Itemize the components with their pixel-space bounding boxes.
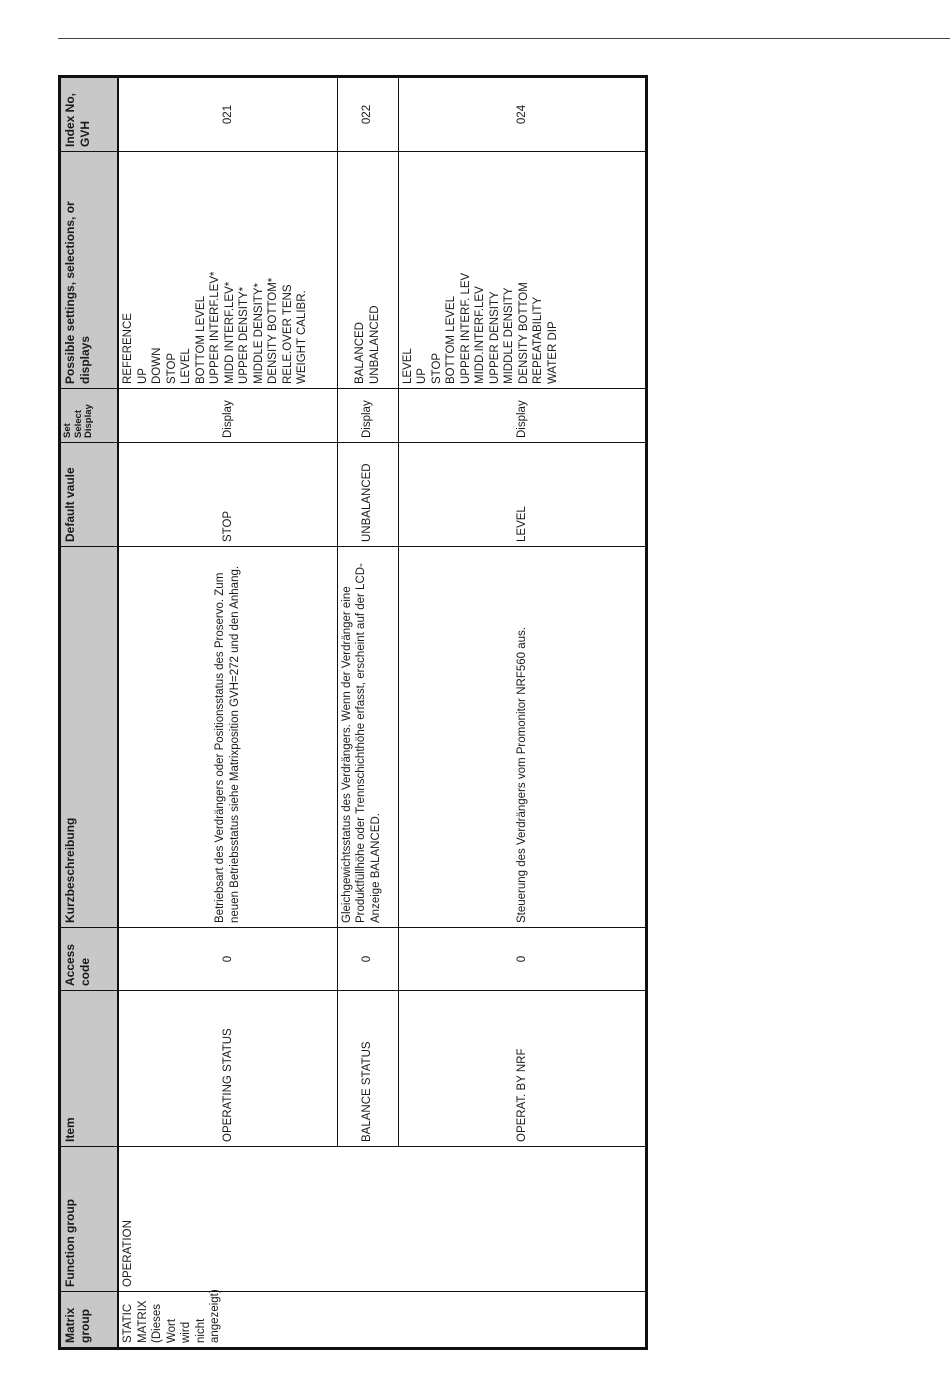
- access-code-cell: 0: [118, 928, 337, 991]
- item-cell: BALANCE STATUS: [337, 991, 398, 1147]
- header-index-no: Index No, GVH: [60, 77, 119, 152]
- setting-option: LEVEL: [401, 348, 414, 384]
- table-row: [118, 77, 337, 1349]
- function-group-cell: OPERATION: [118, 1147, 647, 1292]
- header-display: Display: [83, 404, 94, 438]
- setting-option: WATER DIP: [546, 321, 559, 384]
- setting-option: MIDD.INTERF.LEV: [474, 286, 486, 384]
- description-cell: Gleichgewichtsstatus des Verdrängers. Wenn der Verdränger eine Produktfüllhöhe oder Trennschichthöhe erfasst, erscheint auf der LCD-Anzeige BALANCED.: [337, 547, 398, 928]
- page-top-rule: [58, 38, 950, 39]
- index-cell: 024: [398, 77, 647, 152]
- setting-option: DENSITY BOTTOM: [517, 282, 530, 384]
- header-set: Set: [62, 423, 73, 438]
- header-function-group: Function group: [60, 1147, 119, 1292]
- setting-option: MIDDLE DENSITY*: [252, 283, 265, 384]
- description-cell: Betriebsart des Verdrängers oder Positionsstatus des Proservo. Zum neuen Betriebsstatus siehe Matrixposition GVH=272 und den Anhang.: [118, 547, 337, 928]
- setting-option: STOP: [165, 352, 178, 384]
- header-row: [60, 77, 119, 1349]
- matrix-table: [58, 75, 648, 1350]
- matrix-group-cell: STATIC MATRIX (Dieses Wort wird nicht angezeigt): [118, 1292, 647, 1349]
- set-select-display-cell: Display: [118, 389, 337, 443]
- setting-option: STOP: [430, 352, 443, 384]
- setting-option: RELE.OVER TENS: [281, 284, 294, 384]
- set-select-display-cell: Display: [398, 389, 647, 443]
- setting-option: UNBALANCED: [368, 305, 381, 384]
- access-code-cell: 0: [337, 928, 398, 991]
- header-select: Select: [72, 410, 84, 438]
- setting-option: REPEATABILITY: [532, 296, 544, 384]
- setting-option: UPPER INTERF.LEV*: [209, 271, 221, 384]
- setting-option: UPPER INTERF. LEV: [459, 272, 472, 384]
- setting-option: UP: [416, 368, 428, 384]
- header-access-code: Access code: [60, 928, 119, 991]
- header-item: Item: [60, 991, 119, 1147]
- setting-option: DENSITY BOTTOM*: [267, 277, 279, 384]
- setting-option: MIDD INTERF.LEV*: [223, 281, 236, 384]
- possible-settings-cell: [118, 152, 337, 389]
- possible-settings-cell: [398, 152, 647, 389]
- index-cell: 022: [337, 77, 398, 152]
- header-default-value: Default vaule: [60, 443, 119, 547]
- setting-option: DOWN: [151, 347, 163, 384]
- default-value-cell: STOP: [118, 443, 337, 547]
- default-value-cell: UNBALANCED: [337, 443, 398, 547]
- setting-option: BALANCED: [354, 322, 366, 384]
- item-cell: OPERATING STATUS: [118, 991, 337, 1147]
- item-cell: OPERAT. BY NRF: [398, 991, 647, 1147]
- setting-option: REFERENCE: [122, 313, 134, 384]
- setting-option: MIDDLE DENSITY: [503, 287, 515, 384]
- header-kurzbeschreibung: Kurzbeschreibung: [60, 547, 119, 928]
- setting-option: BOTTOM LEVEL: [445, 296, 457, 384]
- setting-option: UPPER DENSITY*: [238, 286, 250, 384]
- setting-option: UP: [136, 368, 149, 384]
- header-matrix-group: Matrix group: [60, 1292, 119, 1349]
- index-cell: 021: [118, 77, 337, 152]
- header-possible-settings: Possible settings, selections, or displays: [60, 152, 119, 389]
- header-set-select-display: [60, 389, 119, 443]
- setting-option: UPPER DENSITY: [488, 291, 501, 384]
- description-cell: Steuerung des Verdrängers vom Promonitor NRF560 aus.: [398, 547, 647, 928]
- matrix-table-rotated: [58, 78, 648, 1350]
- setting-option: BOTTOM LEVEL: [194, 296, 207, 384]
- possible-settings-cell: [337, 152, 398, 389]
- setting-option: WEIGHT CALIBR.: [296, 290, 308, 384]
- set-select-display-cell: Display: [337, 389, 398, 443]
- access-code-cell: 0: [398, 928, 647, 991]
- setting-option: LEVEL: [180, 348, 192, 384]
- default-value-cell: LEVEL: [398, 443, 647, 547]
